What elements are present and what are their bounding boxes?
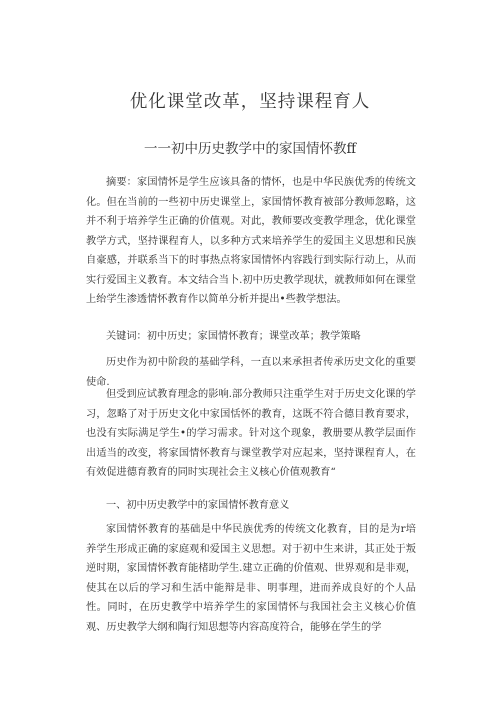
body-paragraph: 历史作为初中阶段的基础学科，一直以来承担者传承历史文化的重要使命. bbox=[86, 357, 416, 388]
body-paragraph: 家国情怀教育的基础是中华民族优秀的传统文化教育，目的是为r培养学生形成正确的家庭观和爱国主义思想。对于初中生来讲，其正处于叛逆时期，家国情怀教育能楮助学生.建立正确的价值观、世界观和是非观，使其在以后的学习和生活中能辩是非、明事理，进而养成良好的个人品性。同时，在历史教学中培养学生的家国情怀与我国社会主义核心价值观、历史教学大纲和陶行知思想等内容高度符合，能够在学生的学 bbox=[86, 524, 416, 633]
document-subtitle: 一一初中历史教学中的家国情怀教ff bbox=[143, 141, 357, 157]
body-paragraph: 但受到应试教育理念的影响.部分教师只注重学生对于历史文化课的学习，忽略了对于历史文化中家国恬怀的教育，这既不符合德目教育要求，也没有实际满足学生•的学习需求。针对这个现象，教册要从教学层面作出适当的改变，将家国情怀教育与课堂教学对应起来，坚持课程育人，在有效促进德育教育的同时实现社会主义核心价值观教育“ bbox=[86, 389, 416, 478]
abstract-paragraph: 摘要：家国情怀是学生应该具备的情怀，也是中华民族优秀的传统文化。但在当前的一些初中历史课堂上，家国情怀教育被部分教师忽略，这并不利于培养学生正确的价值观。对此，教师要改变教学理念，优化课堂教学方式，坚持课程育人，以多种方式来培养学生的爱国主义思想和民族自豪感，并联系当下的时事热点将家国情怀内容践行到实际行动上，从而实行爱国主义教育。本文结合当卜.初中历史教学现状，就教师如何在课堂上绐学生渗透情怀教育作以简单分析并提出•些教学想法。 bbox=[86, 177, 416, 305]
keywords-line: 关键词：初中历史；家国情怀教育；课堂改革；教学策略 bbox=[106, 331, 361, 342]
document-title: 优化课堂改革，坚持课程育人 bbox=[129, 92, 371, 112]
section-heading: 一、初中历史教学中的家国情怀教育意义 bbox=[106, 500, 290, 511]
